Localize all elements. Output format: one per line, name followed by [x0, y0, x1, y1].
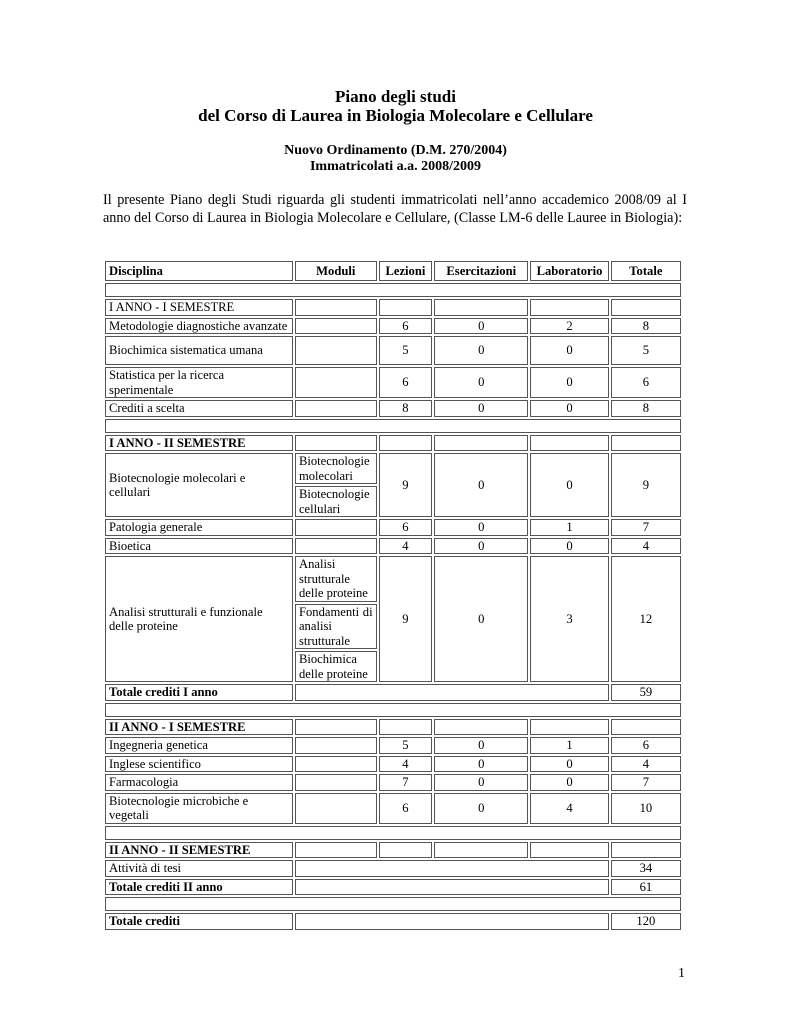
section-row: [105, 842, 681, 859]
cell-esercitazioni: 0: [434, 793, 528, 824]
cell-laboratorio: 0: [530, 453, 608, 517]
table-row: [105, 538, 681, 555]
table-row: [105, 519, 681, 536]
cell-laboratorio: 1: [530, 737, 608, 754]
section-row: [105, 299, 681, 316]
cell-laboratorio: 2: [530, 318, 608, 335]
grand-total-value: 120: [611, 913, 681, 930]
cell-totale: 7: [611, 519, 681, 536]
table-row: [105, 756, 681, 773]
table-row: [105, 336, 681, 365]
cell-disciplina: Ingegneria genetica: [105, 737, 293, 754]
cell-lezioni: 5: [379, 336, 433, 365]
cell-laboratorio: 0: [530, 367, 608, 398]
cell-totale: 10: [611, 793, 681, 824]
subtitle-immatricolati: Immatricolati a.a. 2008/2009: [309, 159, 482, 174]
cell-lezioni: 5: [379, 737, 433, 754]
page-title: Piano degli studi: [335, 87, 456, 106]
cell-disciplina: Metodologie diagnostiche avanzate: [105, 318, 293, 335]
total-row: [105, 879, 681, 896]
cell-laboratorio: 0: [530, 774, 608, 791]
cell-modulo: Fondamenti di analisi strutturale: [295, 604, 377, 650]
cell-lezioni: 9: [379, 556, 433, 682]
header-moduli: Moduli: [295, 261, 377, 281]
grand-total-label: Totale crediti: [105, 913, 293, 930]
cell-disciplina: Analisi strutturali e funzionale delle proteine: [105, 556, 293, 682]
cell-modulo: Biochimica delle proteine: [295, 651, 377, 682]
cell-totale: 7: [611, 774, 681, 791]
table-row: [105, 774, 681, 791]
table-row: [105, 556, 681, 602]
spacer-row: [105, 419, 681, 433]
table-row: [105, 318, 681, 335]
table-row: [105, 793, 681, 824]
total-label: Totale crediti I anno: [105, 684, 293, 701]
table-row: [105, 400, 681, 417]
cell-laboratorio: 4: [530, 793, 608, 824]
table-row: [105, 453, 681, 484]
cell-laboratorio: 0: [530, 336, 608, 365]
cell-totale: 4: [611, 538, 681, 555]
cell-esercitazioni: 0: [434, 336, 528, 365]
cell-totale: 6: [611, 367, 681, 398]
table-row: [105, 860, 681, 877]
study-plan-table: [103, 259, 683, 932]
cell-modulo: Biotecnologie cellulari: [295, 486, 377, 517]
cell-totale: 5: [611, 336, 681, 365]
header-disciplina: Disciplina: [105, 261, 293, 281]
cell-lezioni: 6: [379, 318, 433, 335]
spacer-row: [105, 703, 681, 717]
cell-disciplina: Biotecnologie microbiche e vegetali: [105, 793, 293, 824]
cell-disciplina: Biotecnologie molecolari e cellulari: [105, 453, 293, 517]
cell-disciplina: Biochimica sistematica umana: [105, 336, 293, 365]
spacer-row: [105, 283, 681, 297]
page-title-line2: del Corso di Laurea in Biologia Molecolare e Cellulare: [198, 106, 593, 125]
cell-esercitazioni: 0: [434, 367, 528, 398]
cell-esercitazioni: 0: [434, 556, 528, 682]
cell-lezioni: 7: [379, 774, 433, 791]
cell-disciplina: Patologia generale: [105, 519, 293, 536]
cell-lezioni: 6: [379, 367, 433, 398]
header-totale: Totale: [611, 261, 681, 281]
header-lezioni: Lezioni: [379, 261, 433, 281]
header-esercitazioni: Esercitazioni: [434, 261, 528, 281]
cell-modulo: Analisi strutturale delle proteine: [295, 556, 377, 602]
intro-paragraph: Il presente Piano degli Studi riguarda gli studenti immatricolati nell’anno accademico 2008/09 al I anno del Corso di Laurea in Biologia Molecolare e Cellulare, (Classe LM-6 delle Lauree in Biologia):: [103, 192, 687, 226]
cell-esercitazioni: 0: [434, 400, 528, 417]
cell-totale: 4: [611, 756, 681, 773]
cell-disciplina: Inglese scientifico: [105, 756, 293, 773]
cell-esercitazioni: 0: [434, 737, 528, 754]
table-header-row: [105, 261, 681, 281]
table-row: [105, 367, 681, 398]
cell-laboratorio: 3: [530, 556, 608, 682]
section-label: I ANNO - I SEMESTRE: [105, 299, 293, 316]
cell-totale: 34: [611, 860, 681, 877]
cell-esercitazioni: 0: [434, 519, 528, 536]
section-row: [105, 719, 681, 736]
cell-disciplina: Bioetica: [105, 538, 293, 555]
cell-esercitazioni: 0: [434, 453, 528, 517]
cell-totale: 8: [611, 318, 681, 335]
cell-lezioni: 9: [379, 453, 433, 517]
cell-esercitazioni: 0: [434, 318, 528, 335]
section-label: I ANNO - II SEMESTRE: [105, 435, 293, 452]
cell-lezioni: 4: [379, 756, 433, 773]
section-label: II ANNO - II SEMESTRE: [105, 842, 293, 859]
spacer-row: [105, 826, 681, 840]
cell-lezioni: 6: [379, 519, 433, 536]
spacer-row: [105, 897, 681, 911]
cell-lezioni: 8: [379, 400, 433, 417]
cell-lezioni: 4: [379, 538, 433, 555]
page-number: 1: [678, 966, 685, 981]
total-label: Totale crediti II anno: [105, 879, 293, 896]
cell-disciplina: Crediti a scelta: [105, 400, 293, 417]
cell-esercitazioni: 0: [434, 756, 528, 773]
total-value: 59: [611, 684, 681, 701]
subtitle-ordinamento: Nuovo Ordinamento (D.M. 270/2004): [284, 143, 507, 158]
total-row: [105, 684, 681, 701]
section-row: [105, 435, 681, 452]
grand-total-row: [105, 913, 681, 930]
cell-totale: 9: [611, 453, 681, 517]
cell-disciplina: Statistica per la ricerca sperimentale: [105, 367, 293, 398]
cell-laboratorio: 0: [530, 400, 608, 417]
cell-esercitazioni: 0: [434, 774, 528, 791]
cell-totale: 6: [611, 737, 681, 754]
cell-laboratorio: 1: [530, 519, 608, 536]
section-label: II ANNO - I SEMESTRE: [105, 719, 293, 736]
cell-disciplina: Attività di tesi: [105, 860, 293, 877]
total-value: 61: [611, 879, 681, 896]
cell-totale: 8: [611, 400, 681, 417]
cell-esercitazioni: 0: [434, 538, 528, 555]
cell-laboratorio: 0: [530, 538, 608, 555]
cell-lezioni: 6: [379, 793, 433, 824]
cell-totale: 12: [611, 556, 681, 682]
table-row: [105, 737, 681, 754]
cell-disciplina: Farmacologia: [105, 774, 293, 791]
cell-laboratorio: 0: [530, 756, 608, 773]
header-laboratorio: Laboratorio: [530, 261, 608, 281]
cell-modulo: Biotecnologie molecolari: [295, 453, 377, 484]
